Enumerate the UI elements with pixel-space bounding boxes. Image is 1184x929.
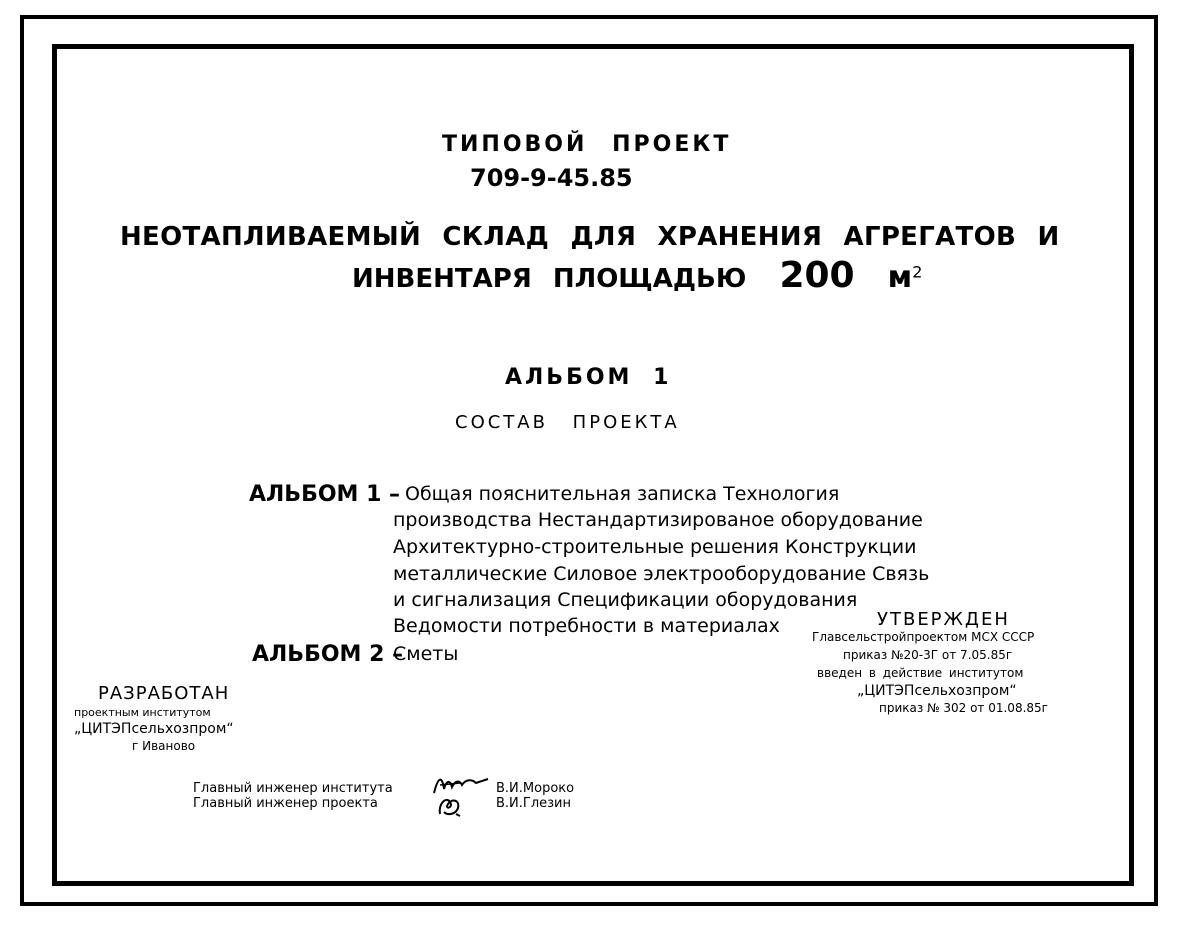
handwritten-signature-2 — [434, 794, 468, 818]
developed-line: проектным институтом — [74, 706, 211, 719]
title-line-2 — [352, 255, 923, 296]
developed-line: „ЦИТЭПсельхозпром“ — [74, 721, 234, 737]
album2-text: Сметы — [393, 643, 459, 665]
approved-line: приказ № 302 от 01.08.85г — [879, 701, 1048, 715]
album1-line: Архитектурно-строительные решения Конструкции — [393, 536, 917, 558]
approved-line: введен в действие институтом — [817, 666, 1024, 680]
approved-line: „ЦИТЭПсельхозпром“ — [857, 683, 1017, 699]
album1-line: производства Нестандартизированое оборудование — [393, 509, 923, 531]
album1-label: АЛЬБОМ 1 – — [249, 482, 401, 507]
signature-role: Главный инженер института — [193, 781, 393, 796]
title-line-1: НЕОТАПЛИВАЕМЫЙ СКЛАД ДЛЯ ХРАНЕНИЯ АГРЕГАТОВ И — [120, 222, 1060, 252]
album-subheading: СОСТАВ ПРОЕКТА — [455, 412, 680, 433]
project-type: ТИПОВОЙ ПРОЕКТ — [442, 132, 732, 157]
album1-line: Общая пояснительная записка Технология — [405, 483, 840, 505]
developed-title: РАЗРАБОТАН — [98, 683, 230, 704]
project-number: 709-9-45.85 — [470, 164, 633, 192]
signature-name: В.И.Глезин — [496, 796, 572, 811]
album1-line: металлические Силовое электрооборудование Связь — [393, 563, 930, 585]
title-area-number: 200 — [779, 255, 855, 296]
title-area-sup: 2 — [912, 262, 923, 282]
developed-line: г Иваново — [132, 739, 196, 753]
approved-line: приказ №20-3Г от 7.05.85г — [843, 648, 1013, 662]
approved-title: УТВЕРЖДЕН — [877, 609, 1010, 630]
album-heading: АЛЬБОМ 1 — [505, 365, 672, 390]
album2-label: АЛЬБОМ 2 – — [252, 642, 404, 667]
approved-line: Главсельстройпроектом МСХ СССР — [812, 630, 1035, 644]
signature-role: Главный инженер проекта — [193, 796, 378, 811]
title-line-2-text: ИНВЕНТАРЯ ПЛОЩАДЬЮ — [352, 264, 747, 294]
album1-line: и сигнализация Спецификации оборудования — [393, 589, 858, 611]
title-area-unit: м — [887, 260, 913, 295]
album1-line: Ведомости потребности в материалах — [393, 615, 780, 637]
signature-name: В.И.Мороко — [496, 781, 575, 796]
